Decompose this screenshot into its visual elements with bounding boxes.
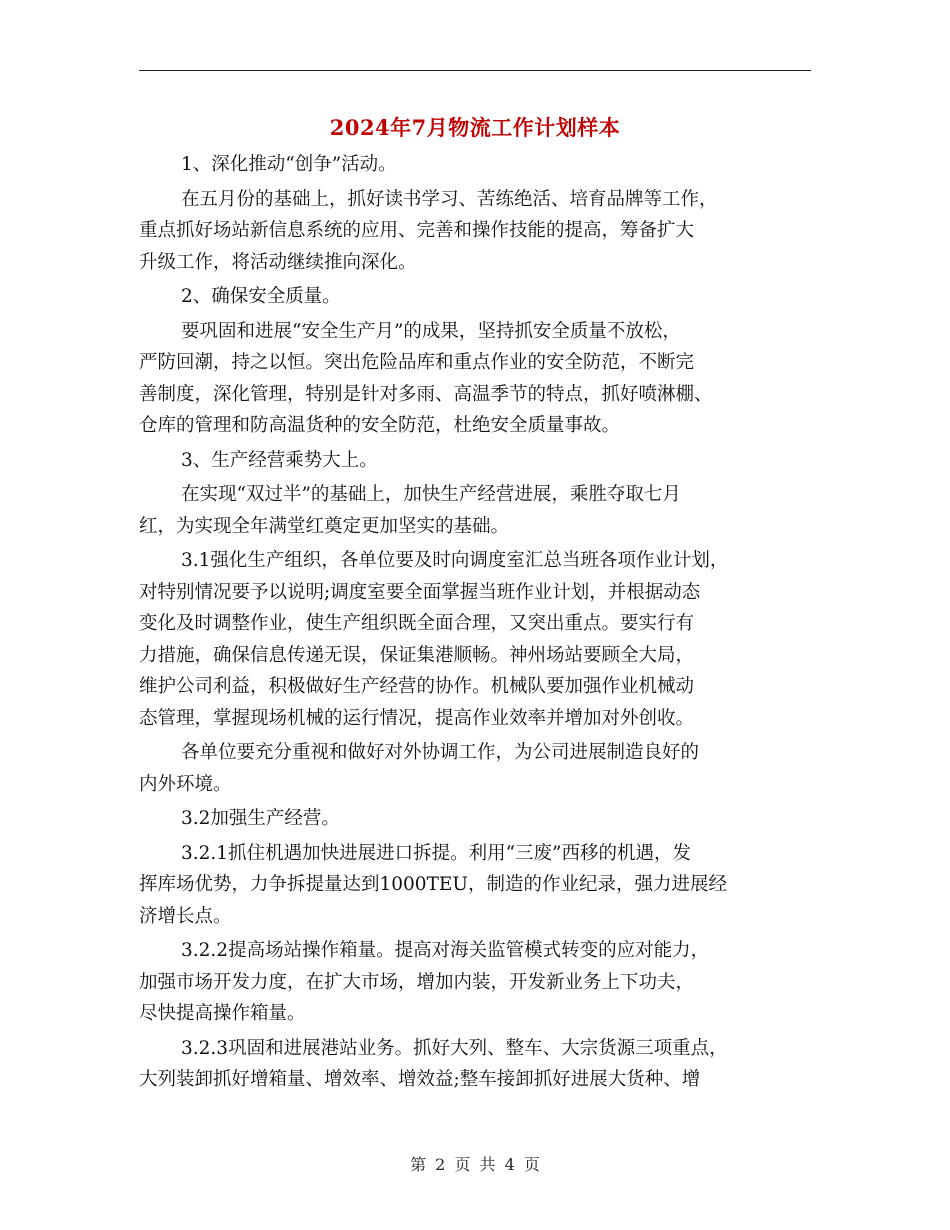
text-line: 要巩固和进展“安全生产月”的成果，坚持抓安全质量不放松， [181,320,681,342]
text-line: 3.2.2提高场站操作箱量。提高对海关监管模式转变的应对能力， [181,940,710,961]
text-line: 对特别情况要予以说明;调度室要全面掌握当班作业计划，并根据动态 [139,581,701,603]
text-line: 在实现“双过半”的基础上，加快生产经营进展，乘胜夺取七月 [181,484,681,505]
paragraph-6 [139,479,819,542]
text-line: 升级工作，将活动继续推向深化。 [139,251,417,273]
text-line: 红，为实现全年满堂红奠定更加坚实的基础。 [139,515,510,537]
text-line: 善制度，深化管理，特别是针对多雨、高温季节的特点，抓好喷淋棚、 [139,383,713,405]
paragraph-12 [139,1033,819,1096]
text-line: 重点抓好场站新信息系统的应用、完善和操作技能的提高，筹备扩大 [139,220,695,241]
text-line: 2、确保安全质量。 [181,286,341,307]
text-line: 各单位要充分重视和做好对外协调工作，为公司进展制造良好的 [181,742,700,763]
text-line: 3.2加强生产经营。 [181,808,340,829]
text-line: 加强市场开发力度，在扩大市场，增加内装，开发新业务上下功夫， [139,971,695,993]
text-line: 1、深化推动“创争”活动。 [181,154,397,175]
text-line: 力措施，确保信息传递无误，保证集港顺畅。神州场站要顾全大局， [139,644,695,666]
paragraph-9 [139,803,819,835]
document-body [139,149,819,1099]
document-title: 2024年7月物流工作计划样本 [329,115,621,140]
paragraph-11 [139,935,819,1030]
text-line: 严防回潮，持之以恒。突出危险品库和重点作业的安全防范，不断完 [139,352,695,373]
text-line: 仓库的管理和防高温货种的安全防范，杜绝安全质量事故。 [139,415,621,436]
page-number: 第 2 页 共 4 页 [410,1155,540,1174]
text-line: 尽快提高操作箱量。 [139,1003,306,1024]
text-line: 内外环境。 [139,773,232,795]
paragraph-4 [139,316,819,442]
paragraph-5 [139,445,819,477]
paragraph-7 [139,545,819,734]
paragraph-8 [139,737,819,800]
text-line: 态管理，掌握现场机械的运行情况，提高作业效率并增加对外创收。 [139,707,695,729]
header-rule [139,70,811,71]
text-line: 济增长点。 [139,905,232,927]
text-line: 维护公司利益，积极做好生产经营的协作。机械队要加强作业机械动 [139,676,695,697]
paragraph-10 [139,838,819,933]
text-line: 变化及时调整作业，使生产组织既全面合理，又突出重点。要实行有 [139,613,695,634]
text-line: 在五月份的基础上，抓好读书学习、苦练绝活、培育品牌等工作， [181,188,718,210]
paragraph-1 [139,149,819,181]
paragraph-3 [139,281,819,313]
text-line: 3.1强化生产组织，各单位要及时向调度室汇总当班各项作业计划， [181,550,729,571]
text-line: 3、生产经营乘势大上。 [181,449,378,471]
text-line: 3.2.3巩固和进展港站业务。抓好大列、整车、大宗货源三项重点， [181,1037,728,1059]
text-line: 大列装卸抓好增箱量、增效率、增效益;整车接卸抓好进展大货种、增 [139,1069,701,1090]
paragraph-2 [139,184,819,279]
text-line: 挥库场优势，力争拆提量达到1000TEU，制造的作业纪录，强力进展经 [139,874,728,895]
text-line: 3.2.1抓住机遇加快进展进口拆提。利用“三废”西移的机遇，发 [181,842,691,864]
